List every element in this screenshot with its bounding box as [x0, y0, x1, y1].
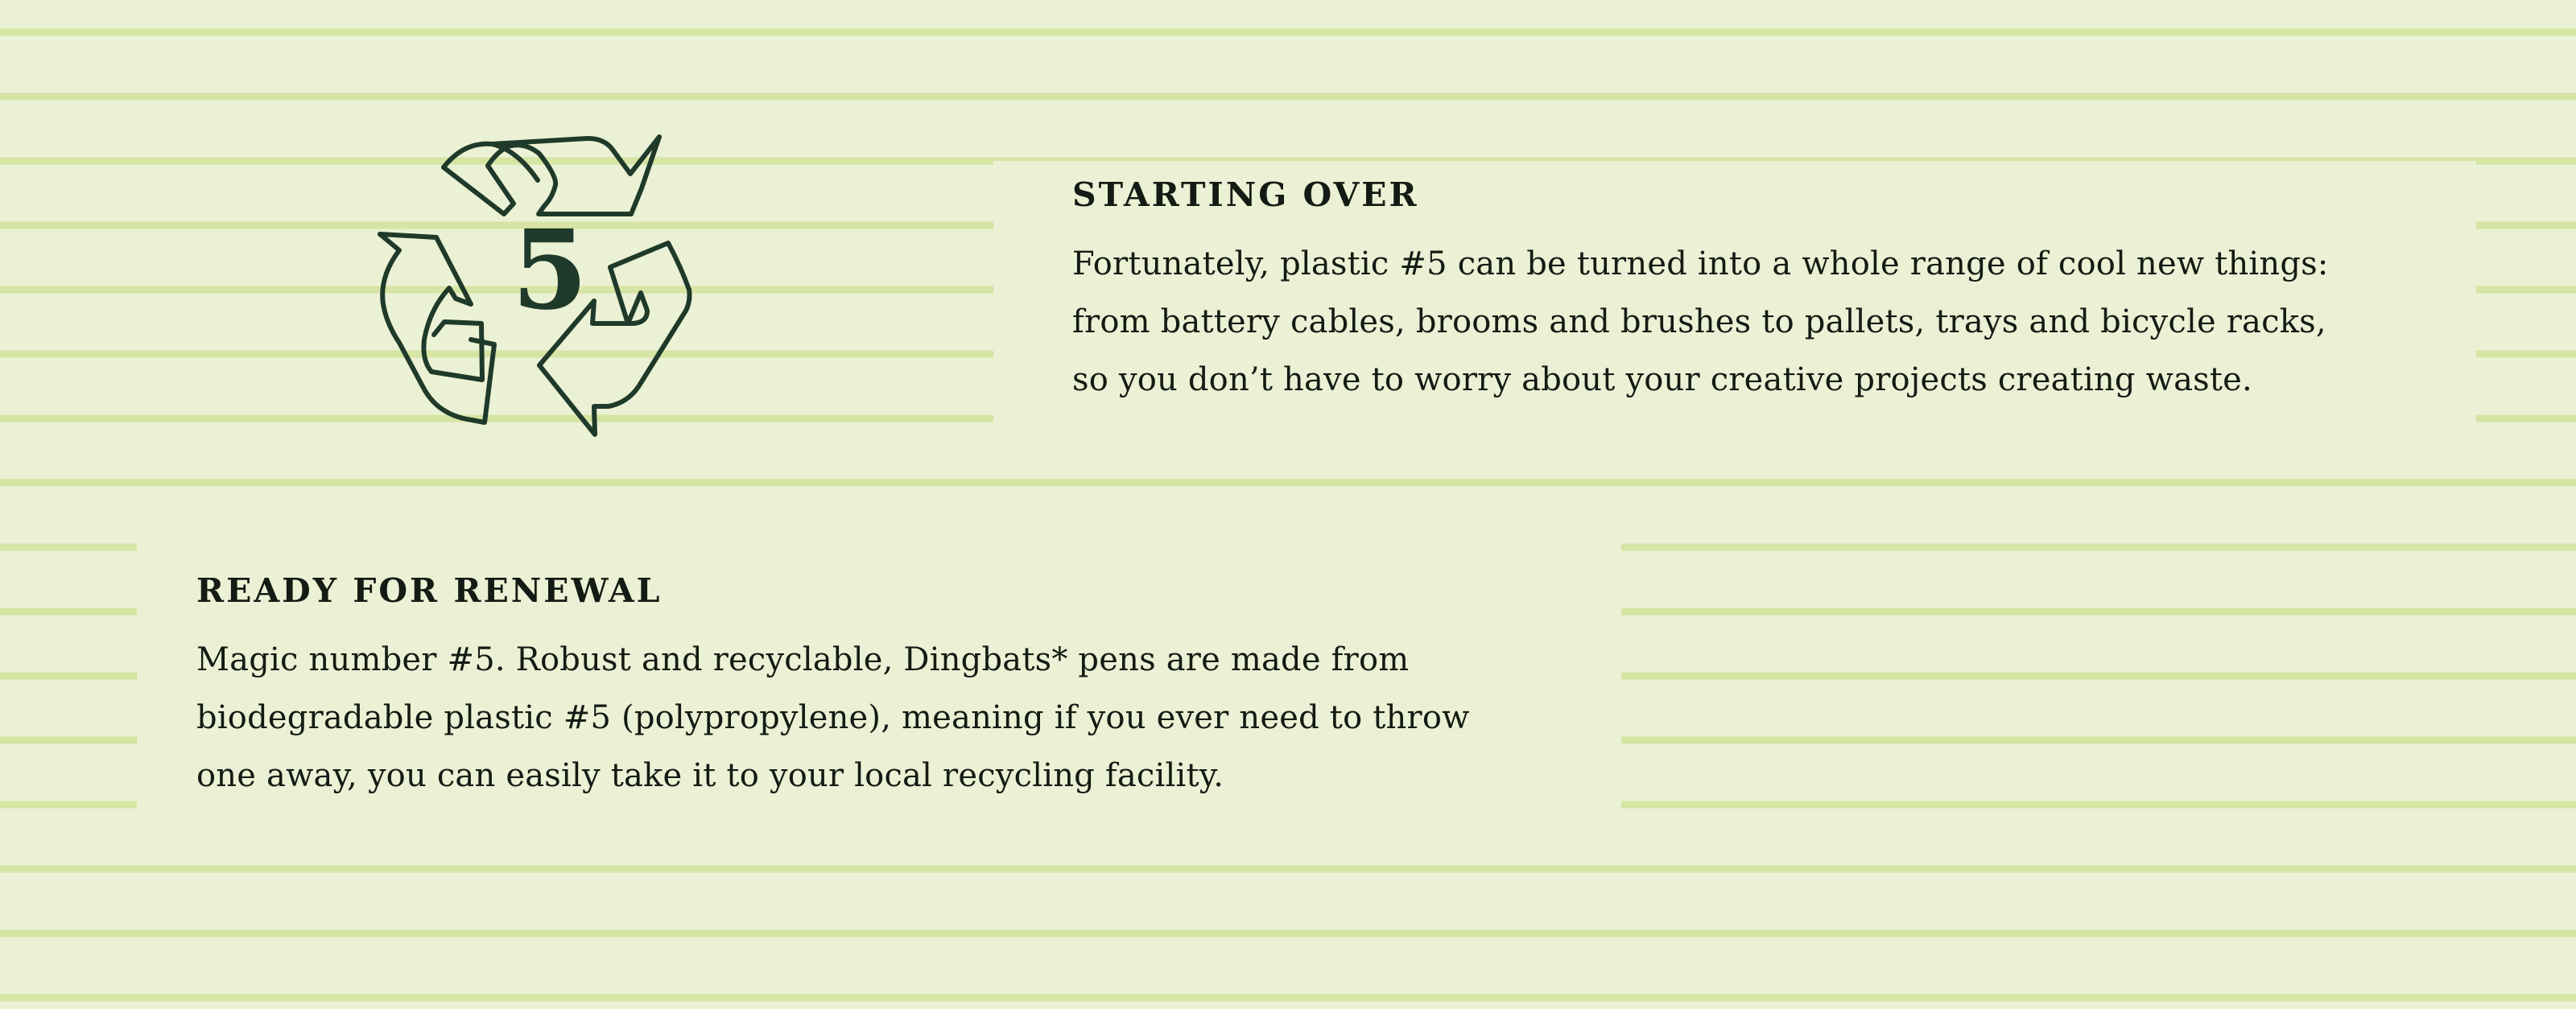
starting-over-line: from battery cables, brooms and brushes to pallets, trays and bicycle racks,: [1072, 303, 2326, 340]
ready-for-renewal-heading: READY FOR RENEWAL: [196, 571, 663, 610]
starting-over-heading: STARTING OVER: [1072, 175, 1419, 214]
starting-over-line: so you don’t have to worry about your creative projects creating waste.: [1072, 361, 2252, 398]
starting-over-body: [1072, 235, 2329, 409]
ready-for-renewal-line: biodegradable plastic #5 (polypropylene), meaning if you ever need to throw: [196, 699, 1470, 736]
starting-over-line: Fortunately, plastic #5 can be turned into a whole range of cool new things:: [1072, 245, 2329, 282]
ready-for-renewal-line: Magic number #5. Robust and recyclable, Dingbats* pens are made from: [196, 641, 1410, 678]
ready-for-renewal-body: [196, 631, 1470, 805]
ready-for-renewal-section: [137, 531, 1621, 853]
starting-over-section: [993, 161, 2476, 467]
recycle-number: 5: [511, 206, 588, 335]
ready-for-renewal-line: one away, you can easily take it to your local recycling facility.: [196, 757, 1224, 794]
